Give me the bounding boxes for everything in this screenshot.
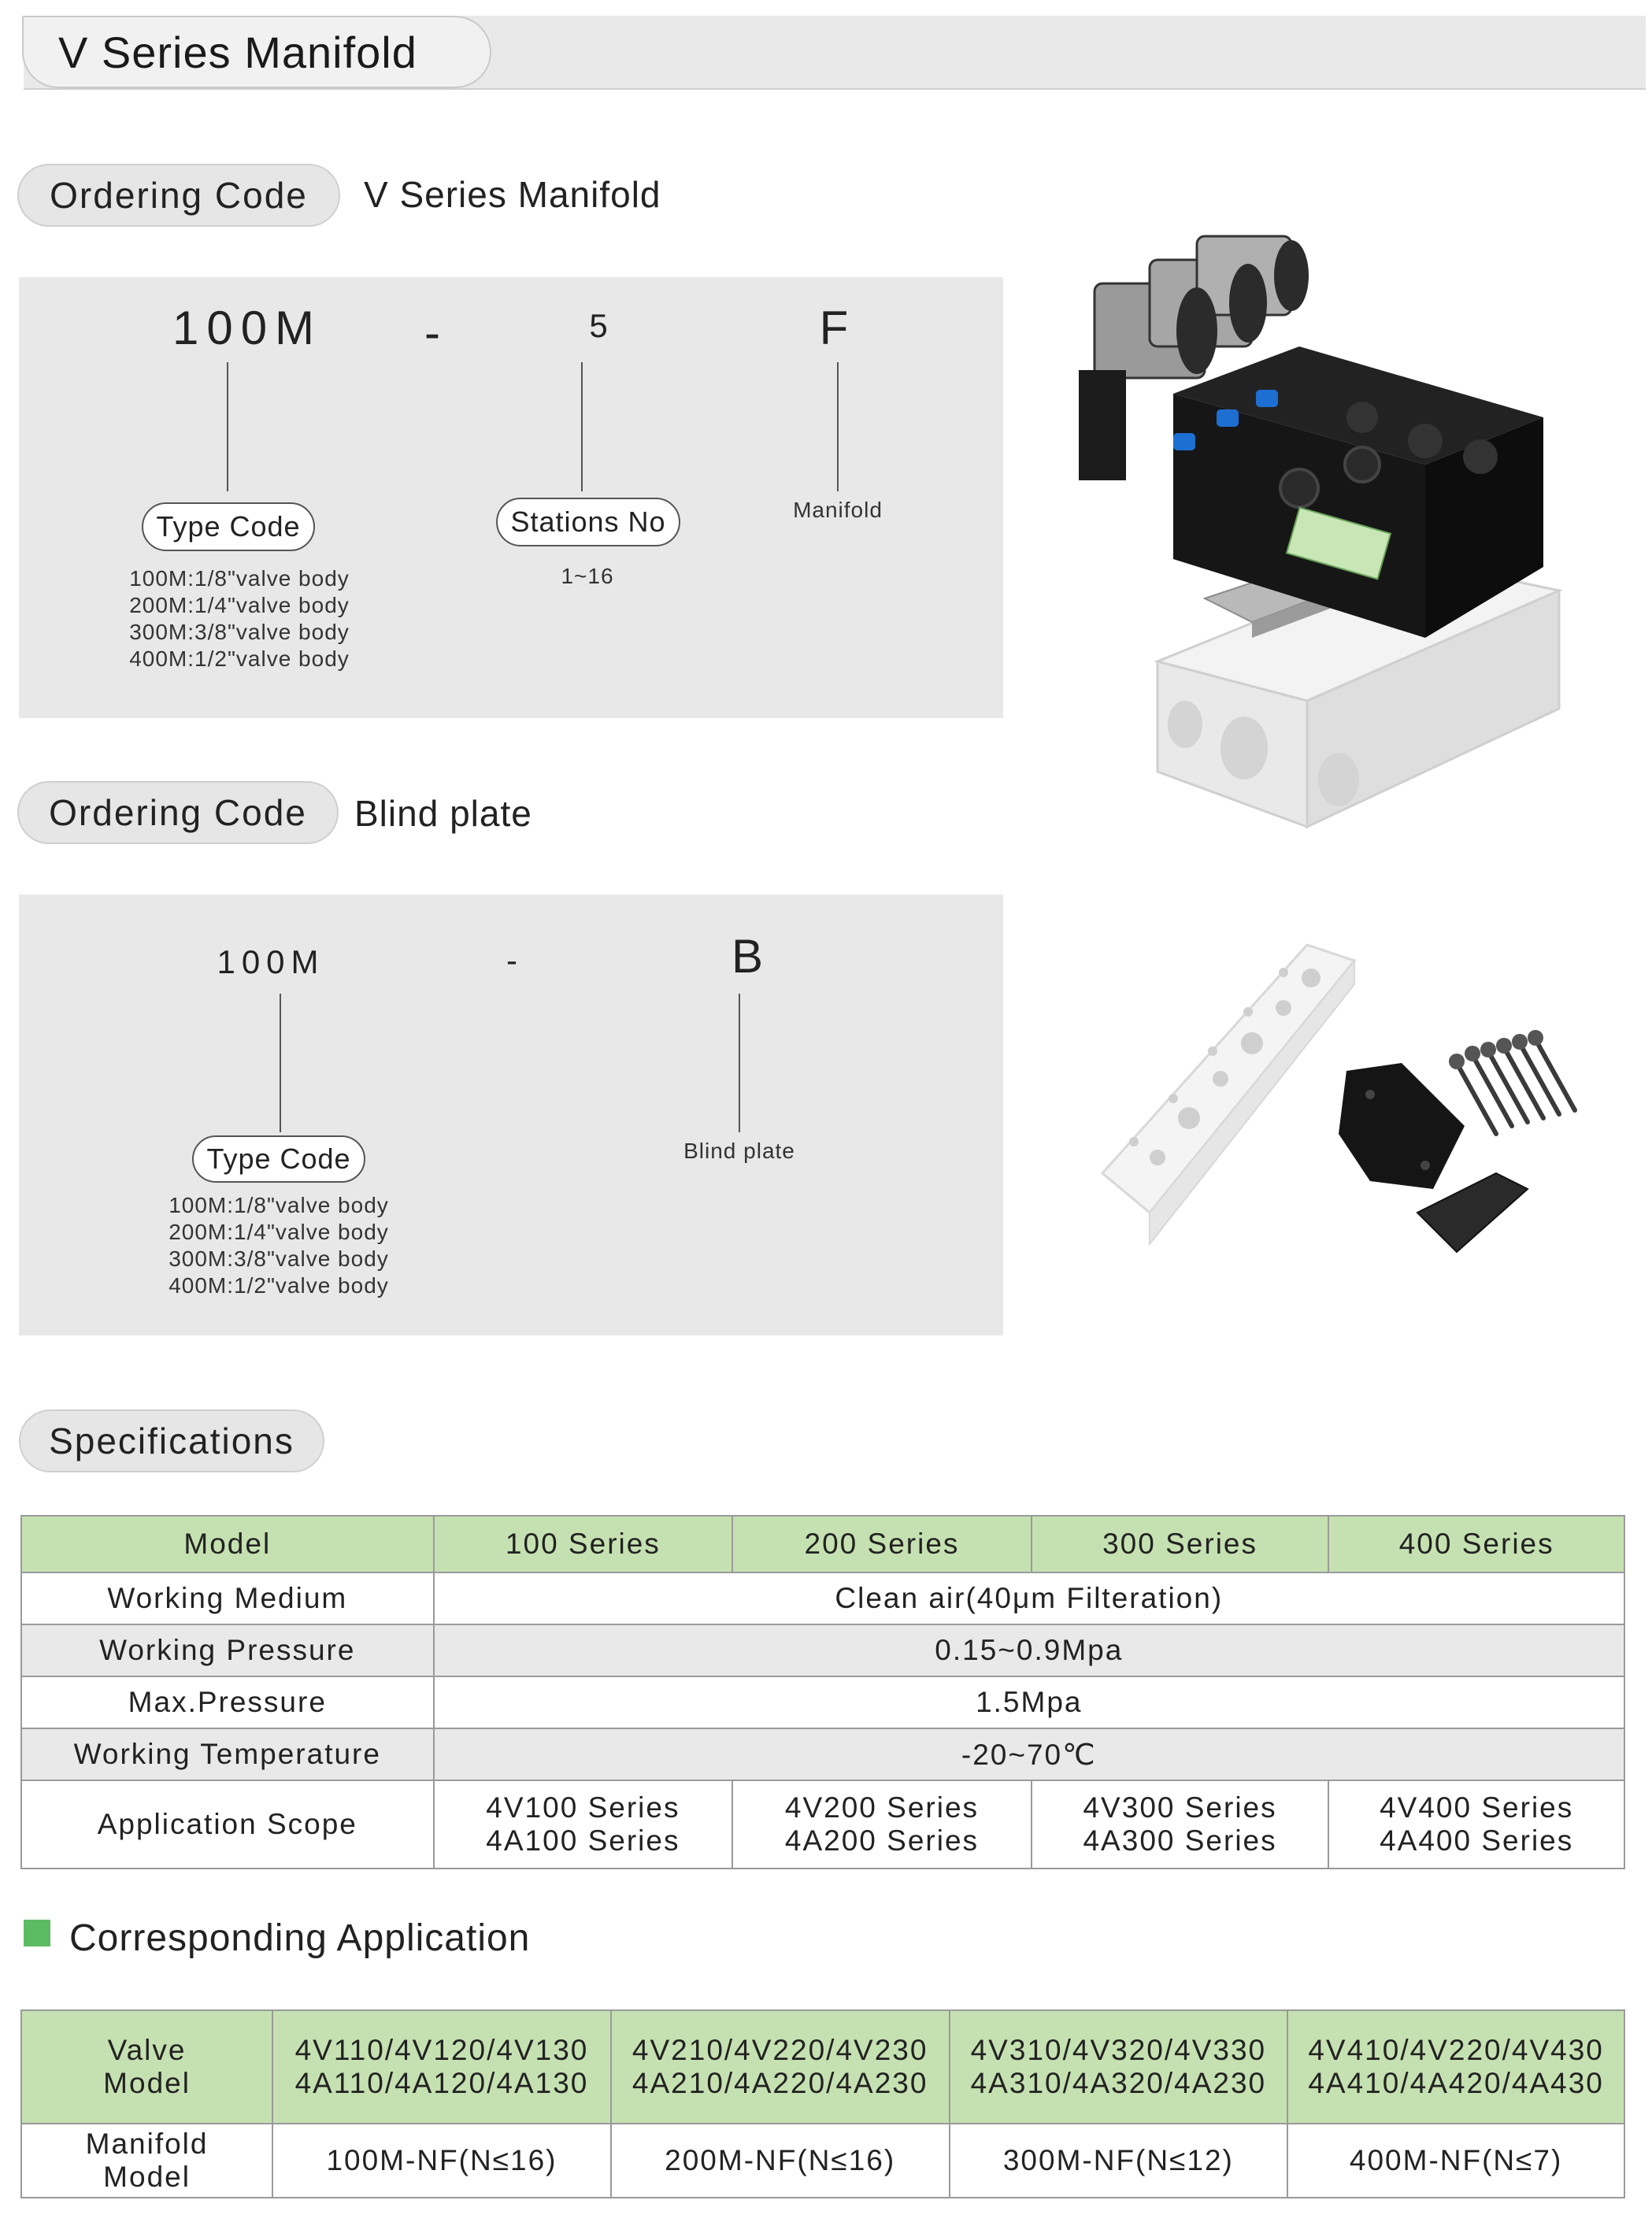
- type-option: 400M:1/2"valve body: [169, 1273, 389, 1298]
- table-row: [21, 1676, 1624, 1728]
- valve-model-line: 4V410/4V220/4V430: [1308, 2034, 1604, 2066]
- type-option: 300M:3/8"valve body: [169, 1246, 389, 1271]
- scope-line: 4A400 Series: [1380, 1824, 1574, 1857]
- table-header-cell: Model: [21, 1516, 434, 1572]
- ordering-code-panel: [19, 277, 1003, 718]
- section-title-blind-plate: Blind plate: [354, 793, 532, 834]
- table-row: [21, 1728, 1624, 1780]
- row-value: 1.5Mpa: [434, 1676, 1624, 1728]
- scope-line: 4V200 Series: [784, 1791, 980, 1824]
- label-line: Model: [103, 2067, 191, 2099]
- table-header-cell: 300 Series: [1032, 1516, 1329, 1572]
- scope-cell: [434, 1780, 733, 1869]
- table-row: [21, 1780, 1624, 1869]
- manifold-model-cell: 200M-NF(N≤16): [611, 2124, 950, 2198]
- ordering-code-pill: Ordering Code: [17, 781, 339, 844]
- connector-line: [837, 362, 839, 491]
- valve-model-cell: [1287, 2010, 1624, 2124]
- type-option: 100M:1/8"valve body: [169, 1193, 389, 1217]
- type-option: 200M:1/4"valve body: [129, 593, 350, 617]
- blind-plate-product-photo: [1087, 929, 1591, 1276]
- table-header-row: [21, 1516, 1624, 1572]
- specifications-table: [20, 1515, 1625, 1869]
- valve-model-line: 4V310/4V320/4V330: [970, 2034, 1267, 2066]
- type-code-label: Type Code: [192, 1135, 365, 1183]
- valve-model-line: 4V210/4V220/4V230: [632, 2034, 928, 2066]
- blind-plate-code-panel: [19, 894, 1003, 1335]
- row-label: [21, 2124, 272, 2198]
- valve-model-line: 4A410/4A420/4A430: [1308, 2067, 1604, 2099]
- manifold-model-cell: 400M-NF(N≤7): [1287, 2124, 1624, 2198]
- scope-line: 4A300 Series: [1083, 1824, 1277, 1857]
- blind-plate-label: Blind plate: [683, 1139, 795, 1163]
- label-line: Model: [103, 2161, 191, 2193]
- manifold-product-photo: [1063, 228, 1583, 835]
- stations-no-label: Stations No: [496, 498, 680, 546]
- type-options-list: [137, 1192, 420, 1299]
- manifold-label: Manifold: [793, 498, 883, 522]
- valve-model-line: 4V110/4V120/4V130: [294, 2034, 589, 2066]
- row-label: Working Pressure: [21, 1624, 434, 1676]
- scope-cell: [1032, 1780, 1329, 1869]
- label-line: Valve: [107, 2034, 187, 2066]
- stations-range: 1~16: [561, 564, 614, 588]
- table-header-cell: 200 Series: [732, 1516, 1032, 1572]
- code-type: 100M: [217, 943, 325, 980]
- connector-line: [280, 994, 281, 1132]
- manifold-model-cell: 300M-NF(N≤12): [950, 2124, 1288, 2198]
- code-dash: -: [506, 942, 524, 979]
- table-row: [21, 1624, 1624, 1676]
- code-type: 100M: [172, 302, 323, 354]
- row-value: Clean air(40μm Filteration): [434, 1572, 1624, 1624]
- section-title-manifold: V Series Manifold: [364, 174, 661, 215]
- code-stations: 5: [589, 307, 614, 344]
- table-header-cell: 400 Series: [1328, 1516, 1624, 1572]
- application-table: [20, 2009, 1625, 2198]
- row-label: Max.Pressure: [21, 1676, 434, 1728]
- scope-line: 4A100 Series: [486, 1824, 680, 1857]
- code-suffix: B: [731, 930, 772, 983]
- type-code-label: Type Code: [142, 502, 315, 551]
- scope-cell: [732, 1780, 1032, 1869]
- valve-model-line: 4A210/4A220/4A230: [632, 2067, 928, 2099]
- specifications-pill: Specifications: [19, 1409, 324, 1472]
- page-title: V Series Manifold: [22, 16, 491, 88]
- application-title: Corresponding Application: [69, 1917, 531, 1959]
- row-value: 0.15~0.9Mpa: [434, 1624, 1624, 1676]
- label-line: Manifold: [85, 2128, 209, 2160]
- valve-model-cell: [950, 2010, 1288, 2124]
- type-options-list: [98, 565, 381, 672]
- connector-line: [227, 362, 228, 491]
- connector-line: [739, 994, 740, 1132]
- row-label: [21, 2010, 272, 2124]
- type-option: 400M:1/2"valve body: [129, 646, 350, 671]
- scope-line: 4V300 Series: [1083, 1791, 1277, 1824]
- table-row: [21, 1572, 1624, 1624]
- valve-model-line: 4A110/4A120/4A130: [294, 2067, 589, 2099]
- row-label: Application Scope: [21, 1780, 434, 1869]
- row-label: Working Medium: [21, 1572, 434, 1624]
- type-option: 200M:1/4"valve body: [169, 1220, 389, 1244]
- type-option: 100M:1/8"valve body: [129, 566, 350, 591]
- valve-model-cell: [272, 2010, 611, 2124]
- section-bullet-icon: [24, 1920, 50, 1946]
- code-dash: -: [424, 306, 448, 359]
- type-option: 300M:3/8"valve body: [129, 620, 350, 644]
- scope-cell: [1328, 1780, 1624, 1869]
- row-value: -20~70℃: [434, 1728, 1624, 1780]
- connector-line: [581, 362, 583, 491]
- manifold-model-cell: 100M-NF(N≤16): [272, 2124, 611, 2198]
- scope-line: 4V100 Series: [486, 1791, 680, 1824]
- valve-model-cell: [611, 2010, 950, 2124]
- scope-line: 4V400 Series: [1380, 1791, 1574, 1824]
- scope-line: 4A200 Series: [784, 1824, 980, 1857]
- ordering-code-pill: Ordering Code: [17, 164, 340, 227]
- table-row: [21, 2010, 1624, 2124]
- valve-model-line: 4A310/4A320/4A230: [970, 2067, 1267, 2099]
- code-suffix: F: [819, 302, 857, 354]
- table-header-cell: 100 Series: [434, 1516, 733, 1572]
- table-row: [21, 2124, 1624, 2198]
- row-label: Working Temperature: [21, 1728, 434, 1780]
